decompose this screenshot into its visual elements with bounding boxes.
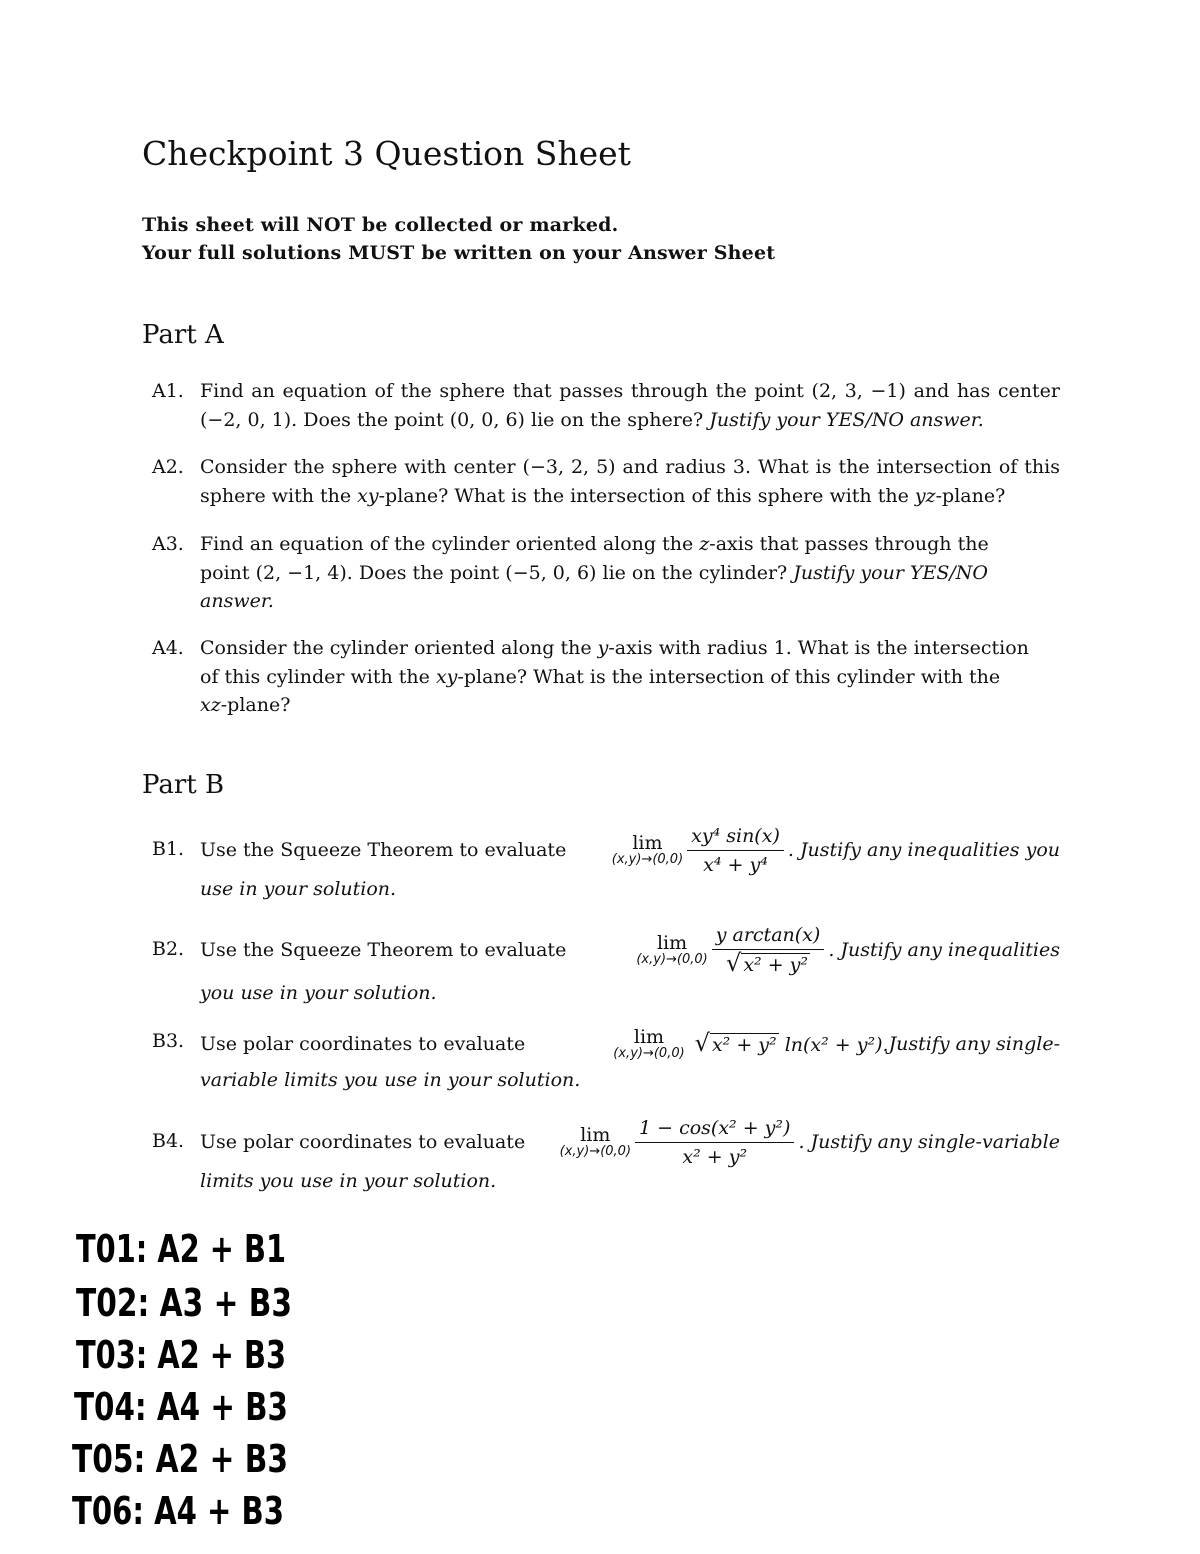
question-label: B1.: [152, 838, 185, 860]
limit-operator: lim (x,y)→(0,0): [611, 832, 684, 867]
question-a3: [152, 530, 1060, 616]
handwritten-line: T02: A3 + B3: [76, 1281, 292, 1325]
notice-line-2: Your full solutions MUST be written on your Answer Sheet: [142, 242, 776, 264]
question-label: A4.: [152, 637, 184, 659]
question-label: A3.: [152, 533, 184, 555]
question-text: use in your solution.: [200, 878, 397, 900]
question-text: variable limits you use in your solution.: [200, 1069, 581, 1091]
fraction: $\frac{\text{1 − cos(x² + y²)}}{\text{x² + y²}}$: [635, 1116, 794, 1169]
question-text: limits you use in your solution.: [200, 1170, 497, 1192]
question-text: sphere with the xy-plane? What is the intersection of this sphere with the yz-plane?: [200, 484, 1006, 507]
handwritten-line: T05: A2 + B3: [72, 1437, 288, 1481]
question-label: A2.: [152, 456, 184, 478]
question-text: of this cylinder with the xy-plane? What is the intersection of this cylinder with the: [200, 665, 1001, 688]
fraction: $\frac{\text{xy⁴ sin(x)}}{\text{x⁴ + y⁴}}$: [687, 824, 784, 877]
question-text: you use in your solution.: [200, 982, 437, 1004]
question-label: B3.: [152, 1030, 185, 1052]
question-text: Consider the sphere with center (−3, 2, 5) and radius 3. What is the intersection of this: [200, 456, 1060, 478]
handwritten-line: T06: A4 + B3: [72, 1489, 284, 1533]
question-text: answer.: [200, 590, 274, 612]
question-a4: [152, 634, 1060, 720]
question-a1: [152, 377, 1060, 434]
part-b-heading: Part B: [142, 770, 225, 800]
handwritten-notes: [70, 1222, 330, 1542]
question-label: A1.: [152, 380, 184, 402]
page-title: Checkpoint 3 Question Sheet: [142, 134, 631, 173]
limit-operator: lim (x,y)→(0,0): [636, 932, 708, 967]
question-text: Use the Squeeze Theorem to evaluate lim (x,y)→(0,0) $\frac{\text{y arctan(x)}}{\text{√ x² + y²}}$ . Justify any inequalities: [200, 924, 1060, 977]
question-text: Use polar coordinates to evaluate lim (x,y)→(0,0) √ x² + y² ln(x² + y²). Justify any single-: [200, 1026, 1060, 1061]
question-text: Consider the cylinder oriented along the y-axis with radius 1. What is the intersection: [200, 637, 1029, 659]
question-text: Use polar coordinates to evaluate lim (x,y)→(0,0) $\frac{\text{1 − cos(x² + y²)}}{\text{x² + y²}}$ . Justify any single-variable: [200, 1116, 1060, 1168]
limit-operator: lim (x,y)→(0,0): [613, 1026, 685, 1061]
handwritten-line: T04: A4 + B3: [74, 1385, 288, 1429]
question-text: point (2, −1, 4). Does the point (−5, 0, 6) lie on the cylinder? Justify your YES/NO: [200, 561, 988, 584]
notice-line-1: This sheet will NOT be collected or marked.: [142, 214, 619, 236]
question-text: Find an equation of the cylinder oriented along the z-axis that passes through the: [200, 533, 989, 555]
question-label: B2.: [152, 938, 185, 960]
limit-operator: lim (x,y)→(0,0): [559, 1124, 632, 1159]
question-label: B4.: [152, 1130, 185, 1152]
part-a-heading: Part A: [142, 320, 224, 350]
fraction: $\frac{\text{y arctan(x)}}{\text{√ x² + y²}}$: [712, 923, 825, 977]
question-a2: [152, 453, 1060, 510]
question-text: xz-plane?: [200, 694, 291, 716]
handwritten-svg: [70, 1222, 330, 1542]
question-text: Use the Squeeze Theorem to evaluate lim (x,y)→(0,0) $\frac{\text{xy⁴ sin(x)}}{\text{x⁴ + y⁴}}$ . Justify any inequalities you: [200, 824, 1060, 876]
handwritten-line: T03: A2 + B3: [76, 1333, 286, 1377]
question-text: Find an equation of the sphere that passes through the point (2, 3, −1) and has center: [200, 380, 1060, 402]
handwritten-line: T01: A2 + B1: [76, 1227, 286, 1271]
question-text: (−2, 0, 1). Does the point (0, 0, 6) lie on the sphere? Justify your YES/NO answer.: [200, 408, 984, 431]
